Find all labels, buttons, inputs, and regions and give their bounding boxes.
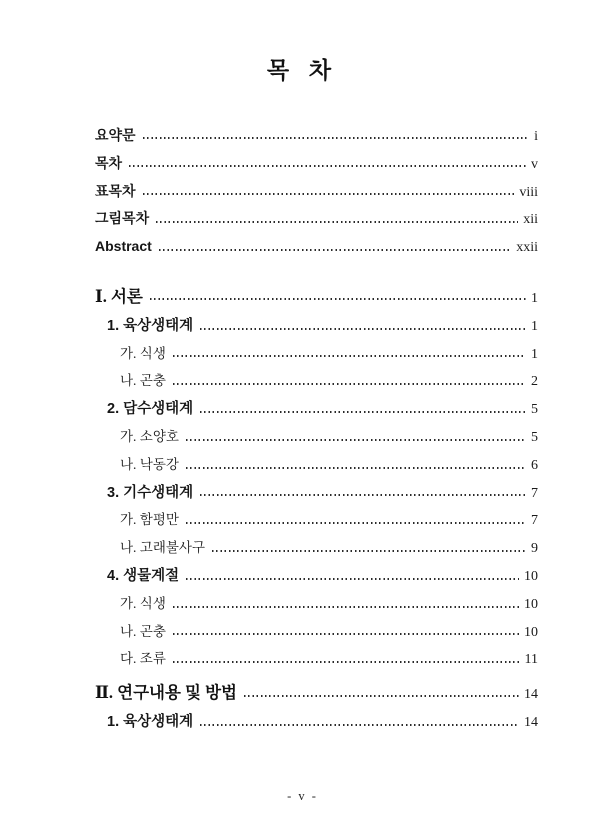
dot-leader (186, 467, 526, 469)
entry-label: 나. 곤충 (120, 373, 166, 389)
front-matter-row (95, 210, 538, 229)
toc-row-subsection (95, 596, 538, 614)
dot-leader (173, 606, 519, 608)
page-number: xii (523, 212, 538, 228)
entry-label: 가. 함평만 (120, 512, 179, 528)
entry-label: 1. 육상생태계 (107, 317, 194, 334)
entry-label: 그림목차 (95, 210, 150, 227)
dot-leader (200, 494, 526, 496)
page-number: 2 (531, 374, 538, 390)
page-number: 7 (531, 513, 538, 529)
page-number: i (534, 129, 538, 144)
front-matter-list (95, 127, 538, 257)
entry-label: Ⅱ. 연구내용 및 방법 (95, 683, 237, 703)
dot-leader (143, 137, 530, 139)
page-title: 목 차 (266, 58, 339, 83)
toc-row-subsection (95, 512, 538, 530)
toc-row-section (95, 568, 538, 586)
page-number: 1 (531, 318, 538, 334)
page-number: 5 (531, 429, 538, 445)
toc-row-subsection (95, 540, 538, 558)
toc-row-section (95, 318, 538, 336)
entry-label: 나. 곤충 (120, 623, 166, 639)
toc-row-chapter (95, 683, 538, 704)
toc-row-section (95, 401, 538, 419)
toc-row-section (95, 714, 538, 732)
front-matter-row (95, 183, 538, 202)
toc-row-subsection (95, 651, 538, 669)
page-number: viii (519, 184, 538, 200)
page-number: 9 (531, 541, 538, 557)
dot-leader (200, 328, 526, 330)
toc-content (0, 127, 605, 732)
page-number: 1 (531, 290, 538, 306)
entry-label: 목차 (95, 154, 123, 171)
page-number: 7 (531, 485, 538, 501)
toc-row-chapter (95, 287, 538, 308)
page-number: 1 (531, 346, 538, 362)
entry-label: Ⅰ. 서론 (95, 286, 143, 306)
page-number: 5 (531, 402, 538, 418)
page-footer: - v - (287, 789, 318, 803)
toc-list (95, 287, 538, 732)
dot-leader (173, 633, 519, 635)
dot-leader (173, 383, 526, 385)
page-number: 10 (524, 624, 538, 640)
toc-row-subsection (95, 429, 538, 447)
dot-leader (186, 522, 526, 524)
page-number: 6 (531, 457, 538, 473)
toc-row-subsection (95, 457, 538, 475)
toc-row-subsection (95, 624, 538, 642)
front-matter-row (95, 127, 538, 146)
entry-label: 표목차 (95, 182, 136, 199)
entry-label: 나. 낙동강 (120, 456, 179, 472)
page-number: 10 (524, 596, 538, 612)
dot-leader (186, 439, 526, 441)
dot-leader (159, 249, 511, 251)
entry-label: 4. 생물계절 (107, 567, 180, 584)
entry-label: 나. 고래불사구 (120, 540, 205, 556)
dot-leader (200, 724, 519, 726)
entry-label: 가. 식생 (120, 345, 166, 361)
page-number: 11 (524, 652, 538, 668)
page-number: 10 (524, 568, 538, 584)
dot-leader (186, 578, 519, 580)
toc-row-section (95, 485, 538, 503)
front-matter-row (95, 238, 538, 257)
entry-label: 요약문 (95, 127, 136, 143)
dot-leader (244, 695, 519, 697)
dot-leader (156, 221, 518, 223)
entry-label: 3. 기수생태계 (107, 484, 194, 501)
page-number: v (531, 156, 538, 172)
entry-label: 다. 조류 (120, 651, 166, 667)
dot-leader (212, 550, 526, 552)
dot-leader (173, 661, 520, 663)
entry-label: 1. 육상생태계 (107, 713, 194, 730)
dot-leader (200, 411, 526, 413)
page-number: 14 (524, 687, 538, 703)
page-number: xxii (516, 240, 538, 256)
page-number: 14 (524, 714, 538, 730)
front-matter-row (95, 155, 538, 174)
entry-label: 가. 식생 (120, 595, 166, 611)
toc-row-subsection (95, 373, 538, 391)
entry-label: 가. 소양호 (120, 428, 179, 444)
entry-label: Abstract (95, 238, 152, 255)
dot-leader (143, 193, 515, 195)
toc-row-subsection (95, 346, 538, 364)
dot-leader (129, 165, 526, 167)
dot-leader (173, 355, 526, 357)
dot-leader (150, 298, 526, 300)
entry-label: 2. 담수생태계 (107, 401, 194, 418)
